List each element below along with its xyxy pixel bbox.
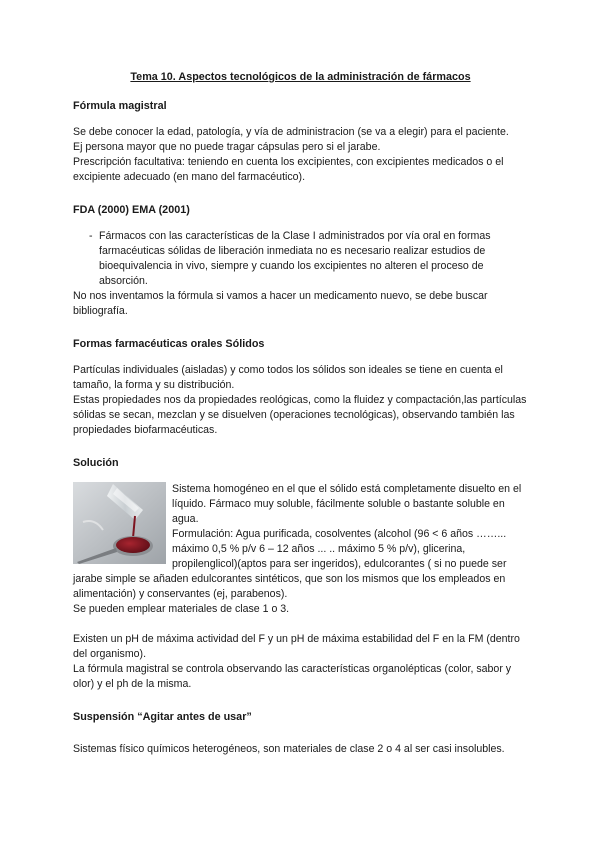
bullet-dash: -: [89, 230, 93, 242]
solucion-ph-text: Existen un pH de máxima actividad del F y un pH de máxima estabilidad del F en la FM (dentro del organismo).: [73, 633, 520, 660]
heading-fda-ema: FDA (2000) EMA (2001): [73, 204, 190, 216]
suspension-text: Sistemas físico químicos heterogéneos, son materiales de clase 2 o 4 al ser casi insolubles.: [73, 743, 505, 755]
document-page: [73, 70, 528, 775]
heading-solucion: Solución: [73, 457, 119, 469]
solucion-block: [73, 482, 528, 617]
solucion-text-2: Formulación: Agua purificada, cosolventes (alcohol (96 < 6 años ……... máximo 0,5 % p/v 6 – 12 años ... .. máximo 5 % p/v), glicerina, propilenglicol)(aptos para ser ingeridos), edulcorantes ( si no puede ser jarabe simple se añaden edulcorantes sintéticos, que son los mismos que los empleados en alimentación) y conservantes (ej, parabenos).: [73, 528, 507, 600]
section-fda-ema: [73, 203, 528, 319]
formula-line-1: Se debe conocer la edad, patología, y vía de administracion (se va a elegir) para el paciente.: [73, 126, 509, 138]
formula-line-3: Prescripción facultativa: teniendo en cuenta los excipientes, con excipientes medicados o el excipiente adecuado (en mano del farmacéutico).: [73, 156, 504, 183]
section-formas-solidos: [73, 337, 528, 438]
solucion-text-3: Se pueden emplear materiales de clase 1 o 3.: [73, 603, 290, 615]
heading-formas-solidos: Formas farmacéuticas orales Sólidos: [73, 338, 265, 350]
formas-line-2: Estas propiedades nos da propiedades reológicas, como la fluidez y compactación,las partículas sólidas se secan, mezclan y se disuelven (operaciones tecnológicas), observando también las propiedades biofarmacéuticas.: [73, 394, 527, 436]
formula-line-2: Ej persona mayor que no puede tragar cápsulas pero si el jarabe.: [73, 141, 381, 153]
section-formula-magistral: [73, 99, 528, 185]
document-title: Tema 10. Aspectos tecnológicos de la administración de fármacos: [130, 71, 471, 83]
heading-formula-magistral: Fórmula magistral: [73, 100, 167, 112]
syrup-spoon-image: [73, 482, 166, 564]
fda-after-text: No nos inventamos la fórmula si vamos a hacer un medicamento nuevo, se debe buscar bibliografía.: [73, 290, 488, 317]
solucion-control-text: La fórmula magistral se controla observando las características organolépticas (color, sabor y olor) y el ph de la misma.: [73, 663, 512, 690]
section-suspension: [73, 710, 528, 757]
section-solucion: [73, 456, 528, 692]
heading-suspension: Suspensión “Agitar antes de usar”: [73, 711, 252, 723]
formas-line-1: Partículas individuales (aisladas) y como todos los sólidos son ideales se tiene en cuenta el tamaño, la forma y su distribución.: [73, 364, 503, 391]
fda-bullet-text: Fármacos con las características de la Clase I administrados por vía oral en formas farmacéuticas sólidas de liberación inmediata no es necesario realizar estudios de bioequivalencia in vivo, siempre y cuando los excipientes no alteren el proceso de absorción.: [99, 230, 491, 287]
solucion-text-1: Sistema homogéneo en el que el sólido está completamente disuelto en el líquido. Fármaco muy soluble, fácilmente soluble o bastante soluble en agua.: [172, 483, 522, 525]
fda-bullet-item: [73, 229, 528, 289]
